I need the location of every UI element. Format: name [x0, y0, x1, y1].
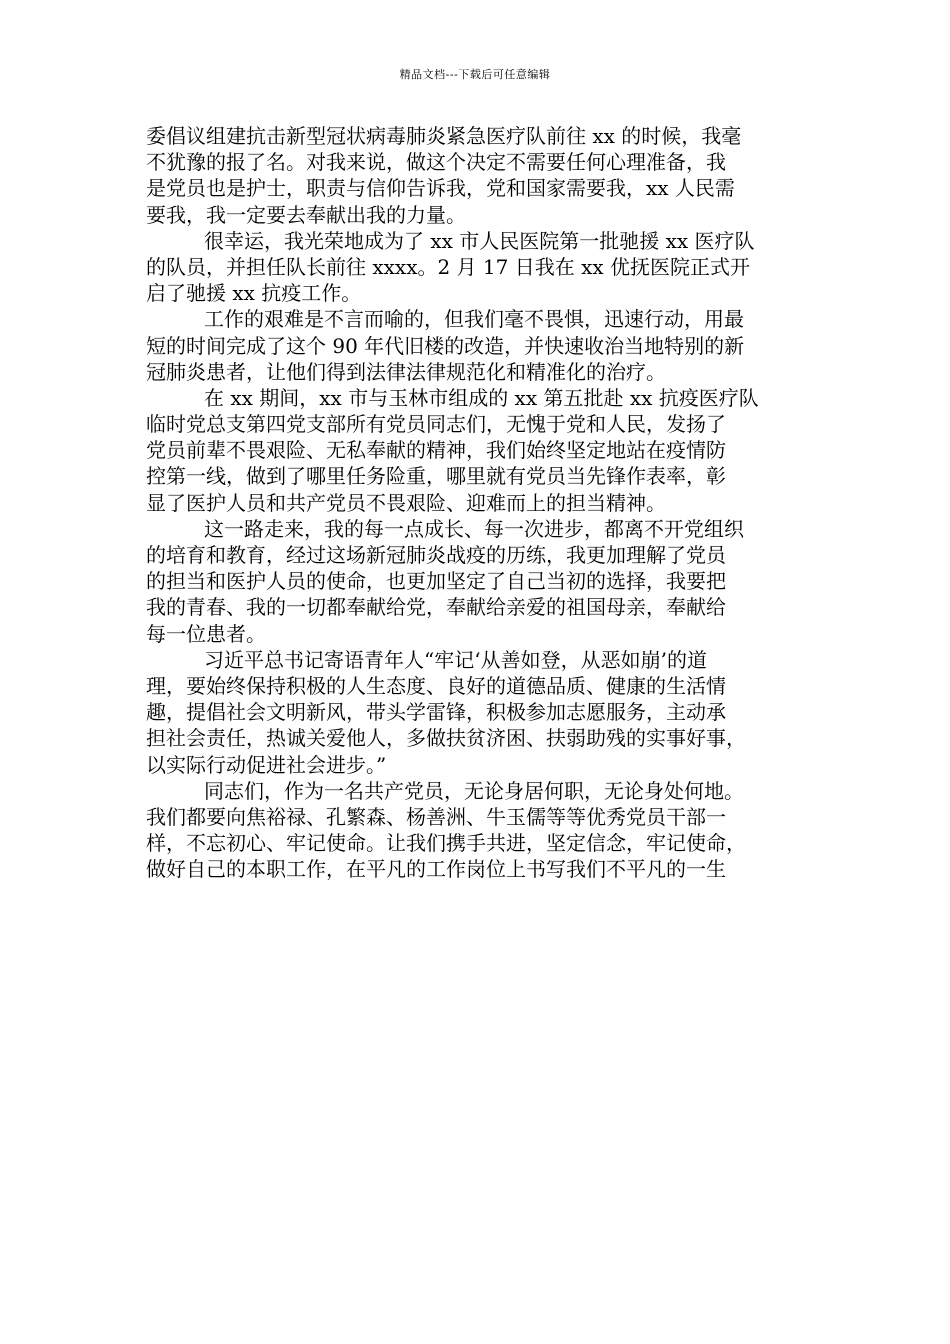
paragraph-first-line: 这一路走来，我的每一点成长、每一次进步，都离不开党组织 — [204, 516, 744, 541]
text-line: 做好自己的本职工作，在平凡的工作岗位上书写我们不平凡的一生 — [146, 857, 726, 882]
text-line: 控第一线，做到了哪里任务险重，哪里就有党员当先锋作表率，彰 — [146, 464, 726, 489]
text-line: 冠肺炎患者，让他们得到法律法律规范化和精准化的治疗。 — [146, 359, 666, 384]
paragraph-first-line: 习近平总书记寄语青年人“牢记‘从善如登，从恶如崩’的道 — [204, 647, 707, 672]
text-line: 要我，我一定要去奉献出我的力量。 — [146, 202, 466, 227]
text-line: 的队员，并担任队长前往 xxxx。2 月 17 日我在 xx 优抚医院正式开 — [146, 254, 750, 279]
text-line: 我的青春、我的一切都奉献给党，奉献给亲爱的祖国母亲，奉献给 — [146, 595, 726, 620]
text-line: 不犹豫的报了名。对我来说，做这个决定不需要任何心理准备，我 — [146, 150, 726, 175]
text-line: 的培育和教育，经过这场新冠肺炎战疫的历练，我更加理解了党员 — [146, 543, 726, 567]
text-line: 样，不忘初心、牢记使命。让我们携手共进，坚定信念，牢记使命， — [146, 831, 746, 856]
paragraph-first-line: 很幸运，我光荣地成为了 xx 市人民医院第一批驰援 xx 医疗队 — [204, 228, 755, 253]
text-line: 是党员也是护士，职责与信仰告诉我，党和国家需要我，xx 人民需 — [146, 176, 735, 201]
text-line: 担社会责任，热诚关爱他人，多做扶贫济困、扶弱助残的实事好事， — [146, 726, 746, 751]
text-line: 委倡议组建抗击新型冠状病毒肺炎紧急医疗队前往 xx 的时候，我毫 — [146, 124, 742, 148]
paragraph-first-line: 在 xx 期间，xx 市与玉林市组成的 xx 第五批赴 xx 抗疫医疗队 — [204, 385, 759, 410]
text-line: 的担当和医护人员的使命，也更加坚定了自己当初的选择，我要把 — [146, 569, 726, 594]
text-line: 显了医护人员和共产党员不畏艰险、迎难而上的担当精神。 — [146, 490, 666, 515]
text-line: 以实际行动促进社会进步。” — [146, 752, 387, 777]
text-line: 临时党总支第四党支部所有党员同志们，无愧于党和人民，发扬了 — [146, 412, 726, 437]
text-line: 党员前辈不畏艰险、无私奉献的精神，我们始终坚定地站在疫情防 — [146, 438, 726, 463]
text-line: 我们都要向焦裕禄、孔繁森、杨善洲、牛玉儒等等优秀党员干部一 — [146, 804, 726, 829]
paragraph-first-line: 同志们，作为一名共产党员，无论身居何职，无论身处何地。 — [204, 778, 744, 803]
document-body — [146, 123, 822, 882]
page-header: 精品文档---下载后可任意编辑 — [399, 68, 551, 81]
text-line: 趣，提倡社会文明新风，带头学雷锋，积极参加志愿服务，主动承 — [146, 700, 726, 725]
text-line: 每一位患者。 — [146, 621, 266, 646]
text-line: 短的时间完成了这个 90 年代旧楼的改造，并快速收治当地特别的新 — [146, 333, 745, 358]
paragraph-first-line: 工作的艰难是不言而喻的，但我们毫不畏惧，迅速行动，用最 — [204, 307, 744, 332]
text-line: 理，要始终保持积极的人生态度、良好的道德品质、健康的生活情 — [146, 673, 726, 698]
text-line: 启了驰援 xx 抗疫工作。 — [146, 281, 362, 306]
